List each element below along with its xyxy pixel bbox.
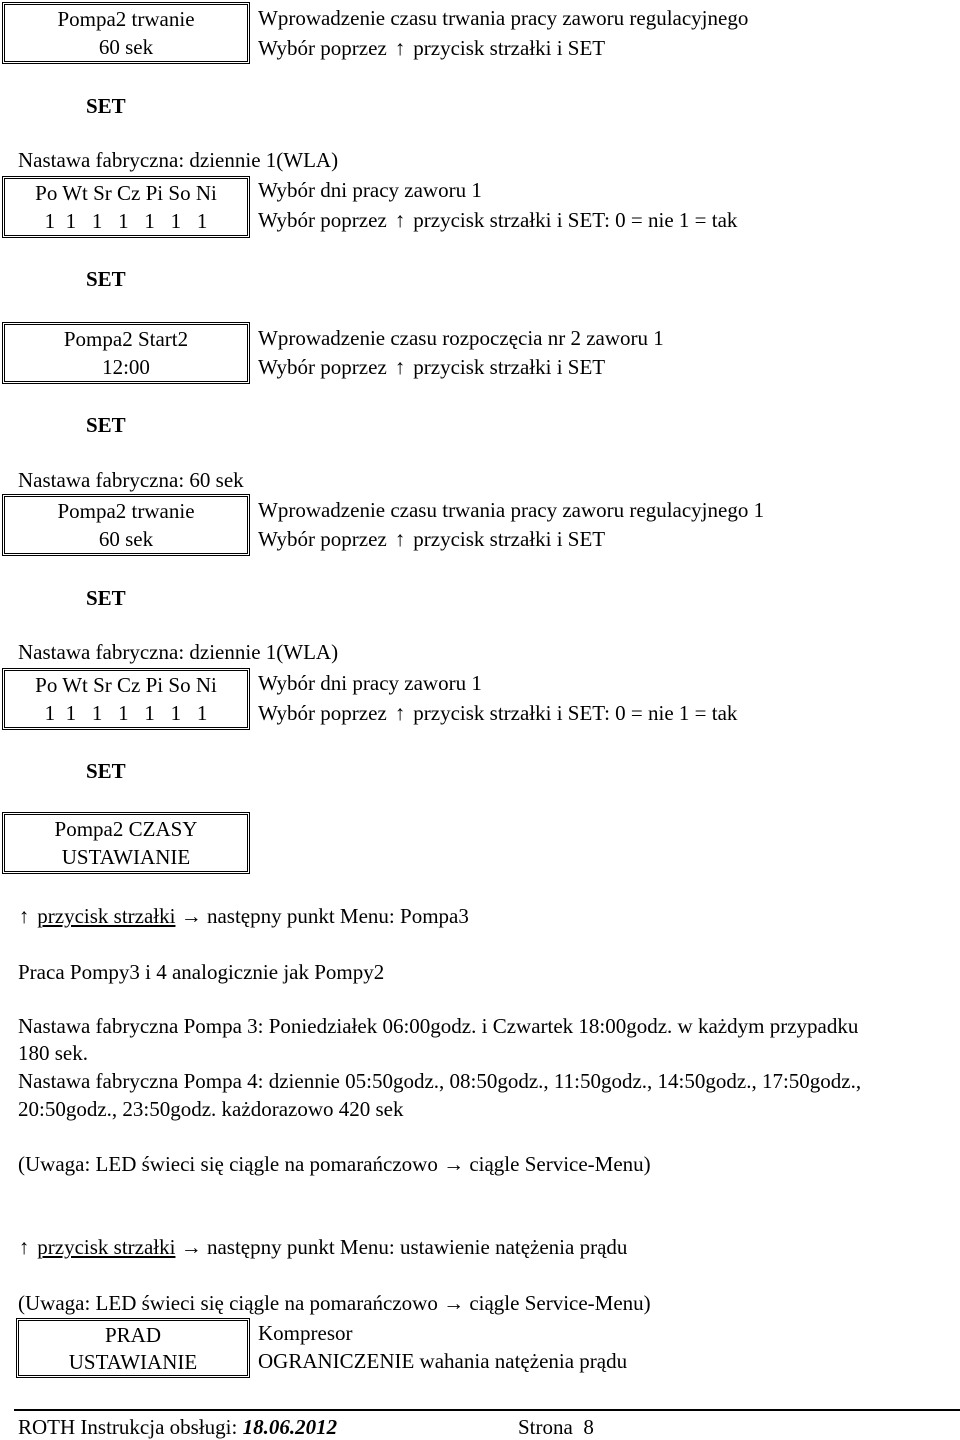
description-3: Wprowadzenie czasu rozpoczęcia nr 2 zaworu 1 xyxy=(258,326,664,350)
display-line-2: 12:00 xyxy=(102,355,150,379)
description-5: Wybór dni pracy zaworu 1 xyxy=(258,671,482,695)
factory-setting-3: Nastawa fabryczna: dziennie 1(WLA) xyxy=(18,640,339,664)
footer-divider xyxy=(14,1409,960,1411)
paragraph-analog: Praca Pompy3 i 4 analogicznie jak Pompy2 xyxy=(18,960,385,984)
choice-line-4 xyxy=(258,527,605,551)
display-line-2: 60 sek xyxy=(98,35,154,59)
arrow-up-icon: ↑ xyxy=(394,701,406,725)
display-line-2: 1 1 1 1 1 1 1 xyxy=(44,701,208,725)
display-line-1: PRAD xyxy=(104,1322,162,1347)
choice-rest: przycisk strzałki i SET: 0 = nie 1 = tak xyxy=(413,208,738,232)
display-pompa2-start2 xyxy=(2,322,250,384)
display-prad xyxy=(16,1318,250,1378)
display-pompa2-czasy xyxy=(2,812,250,874)
display-days-1 xyxy=(2,176,250,238)
note-line-1 xyxy=(18,1152,651,1176)
paragraph-pompa4-a: Nastawa fabryczna Pompa 4: dziennie 05:50godz., 08:50godz., 11:50godz., 14:50godz., 17:50godz., xyxy=(18,1069,862,1093)
description-4: Wprowadzenie czasu trwania pracy zaworu regulacyjnego 1 xyxy=(258,498,765,522)
footer-brand: ROTH Instrukcja obsługi: xyxy=(18,1415,238,1439)
description-kompresor: Kompresor xyxy=(258,1321,353,1345)
choice-text: Wybór poprzez xyxy=(258,701,387,725)
display-line-2: 1 1 1 1 1 1 1 xyxy=(44,209,208,233)
display-line-1: Pompa2 trwanie xyxy=(57,7,195,31)
note-text-b: ciągle Service-Menu) xyxy=(469,1291,651,1315)
display-line-1: Pompa2 Start2 xyxy=(63,327,189,351)
factory-setting-1: Nastawa fabryczna: dziennie 1(WLA) xyxy=(18,148,339,172)
note-text-a: (Uwaga: LED świeci się ciągle na pomarańczowo xyxy=(18,1291,438,1315)
note-text-a: (Uwaga: LED świeci się ciągle na pomarańczowo xyxy=(18,1152,438,1176)
nav-text: następny punkt Menu: Pompa3 xyxy=(206,904,469,928)
display-line-1: Po Wt Sr Cz Pi So Ni xyxy=(35,181,217,205)
arrow-up-icon: ↑ xyxy=(18,1235,30,1259)
choice-text: Wybór poprzez xyxy=(258,208,387,232)
set-label-5: SET xyxy=(86,759,126,783)
factory-setting-2: Nastawa fabryczna: 60 sek xyxy=(18,468,244,492)
arrow-up-icon: ↑ xyxy=(394,36,406,60)
choice-line-5 xyxy=(258,701,737,725)
arrow-up-icon: ↑ xyxy=(394,208,406,232)
footer xyxy=(18,1415,337,1439)
arrow-button-label: przycisk strzałki xyxy=(37,904,176,928)
note-text-b: ciągle Service-Menu) xyxy=(469,1152,651,1176)
arrow-right-icon: → xyxy=(443,1291,465,1315)
description-2: Wybór dni pracy zaworu 1 xyxy=(258,178,482,202)
arrow-right-icon: → xyxy=(180,904,202,928)
display-line-2: USTAWIANIE xyxy=(61,845,191,869)
choice-text: Wybór poprzez xyxy=(258,36,387,60)
display-pompa2-trwanie-1 xyxy=(2,2,250,64)
description-ograniczenie: OGRANICZENIE wahania natężenia prądu xyxy=(258,1349,628,1373)
choice-rest: przycisk strzałki i SET xyxy=(413,527,606,551)
choice-line-1 xyxy=(258,36,605,60)
choice-text: Wybór poprzez xyxy=(258,527,387,551)
paragraph-pompa3-a: Nastawa fabryczna Pompa 3: Poniedziałek 06:00godz. i Czwartek 18:00godz. w każdym przypadku xyxy=(18,1014,859,1038)
footer-page: Strona 8 xyxy=(518,1415,594,1439)
arrow-up-icon: ↑ xyxy=(18,904,30,928)
set-label-1: SET xyxy=(86,94,126,118)
choice-rest: przycisk strzałki i SET xyxy=(413,355,606,379)
set-label-2: SET xyxy=(86,267,126,291)
nav-text: następny punkt Menu: ustawienie natężenia prądu xyxy=(206,1235,628,1259)
choice-text: Wybór poprzez xyxy=(258,355,387,379)
choice-line-2 xyxy=(258,208,737,232)
display-line-1: Po Wt Sr Cz Pi So Ni xyxy=(35,673,217,697)
nav-line-2 xyxy=(16,1235,627,1259)
choice-line-3 xyxy=(258,355,605,379)
nav-line-1 xyxy=(16,904,469,928)
arrow-up-icon: ↑ xyxy=(394,527,406,551)
arrow-right-icon: → xyxy=(443,1152,465,1176)
paragraph-pompa4-b: 20:50godz., 23:50godz. każdorazowo 420 sek xyxy=(18,1097,404,1121)
display-line-1: Pompa2 trwanie xyxy=(57,499,195,523)
arrow-up-icon: ↑ xyxy=(394,355,406,379)
arrow-right-icon: → xyxy=(180,1235,202,1259)
arrow-button-label: przycisk strzałki xyxy=(37,1235,176,1259)
set-label-3: SET xyxy=(86,413,126,437)
display-days-2 xyxy=(2,668,250,730)
display-line-1: Pompa2 CZASY xyxy=(54,817,198,841)
set-label-4: SET xyxy=(86,586,126,610)
choice-rest: przycisk strzałki i SET xyxy=(413,36,606,60)
display-line-2: USTAWIANIE xyxy=(68,1349,198,1374)
display-pompa2-trwanie-2 xyxy=(2,494,250,556)
display-line-2: 60 sek xyxy=(98,527,154,551)
footer-date: 18.06.2012 xyxy=(242,1415,338,1439)
paragraph-pompa3-b: 180 sek. xyxy=(18,1041,88,1065)
description-1: Wprowadzenie czasu trwania pracy zaworu regulacyjnego xyxy=(258,6,749,30)
choice-rest: przycisk strzałki i SET: 0 = nie 1 = tak xyxy=(413,701,738,725)
note-line-2 xyxy=(18,1291,651,1315)
